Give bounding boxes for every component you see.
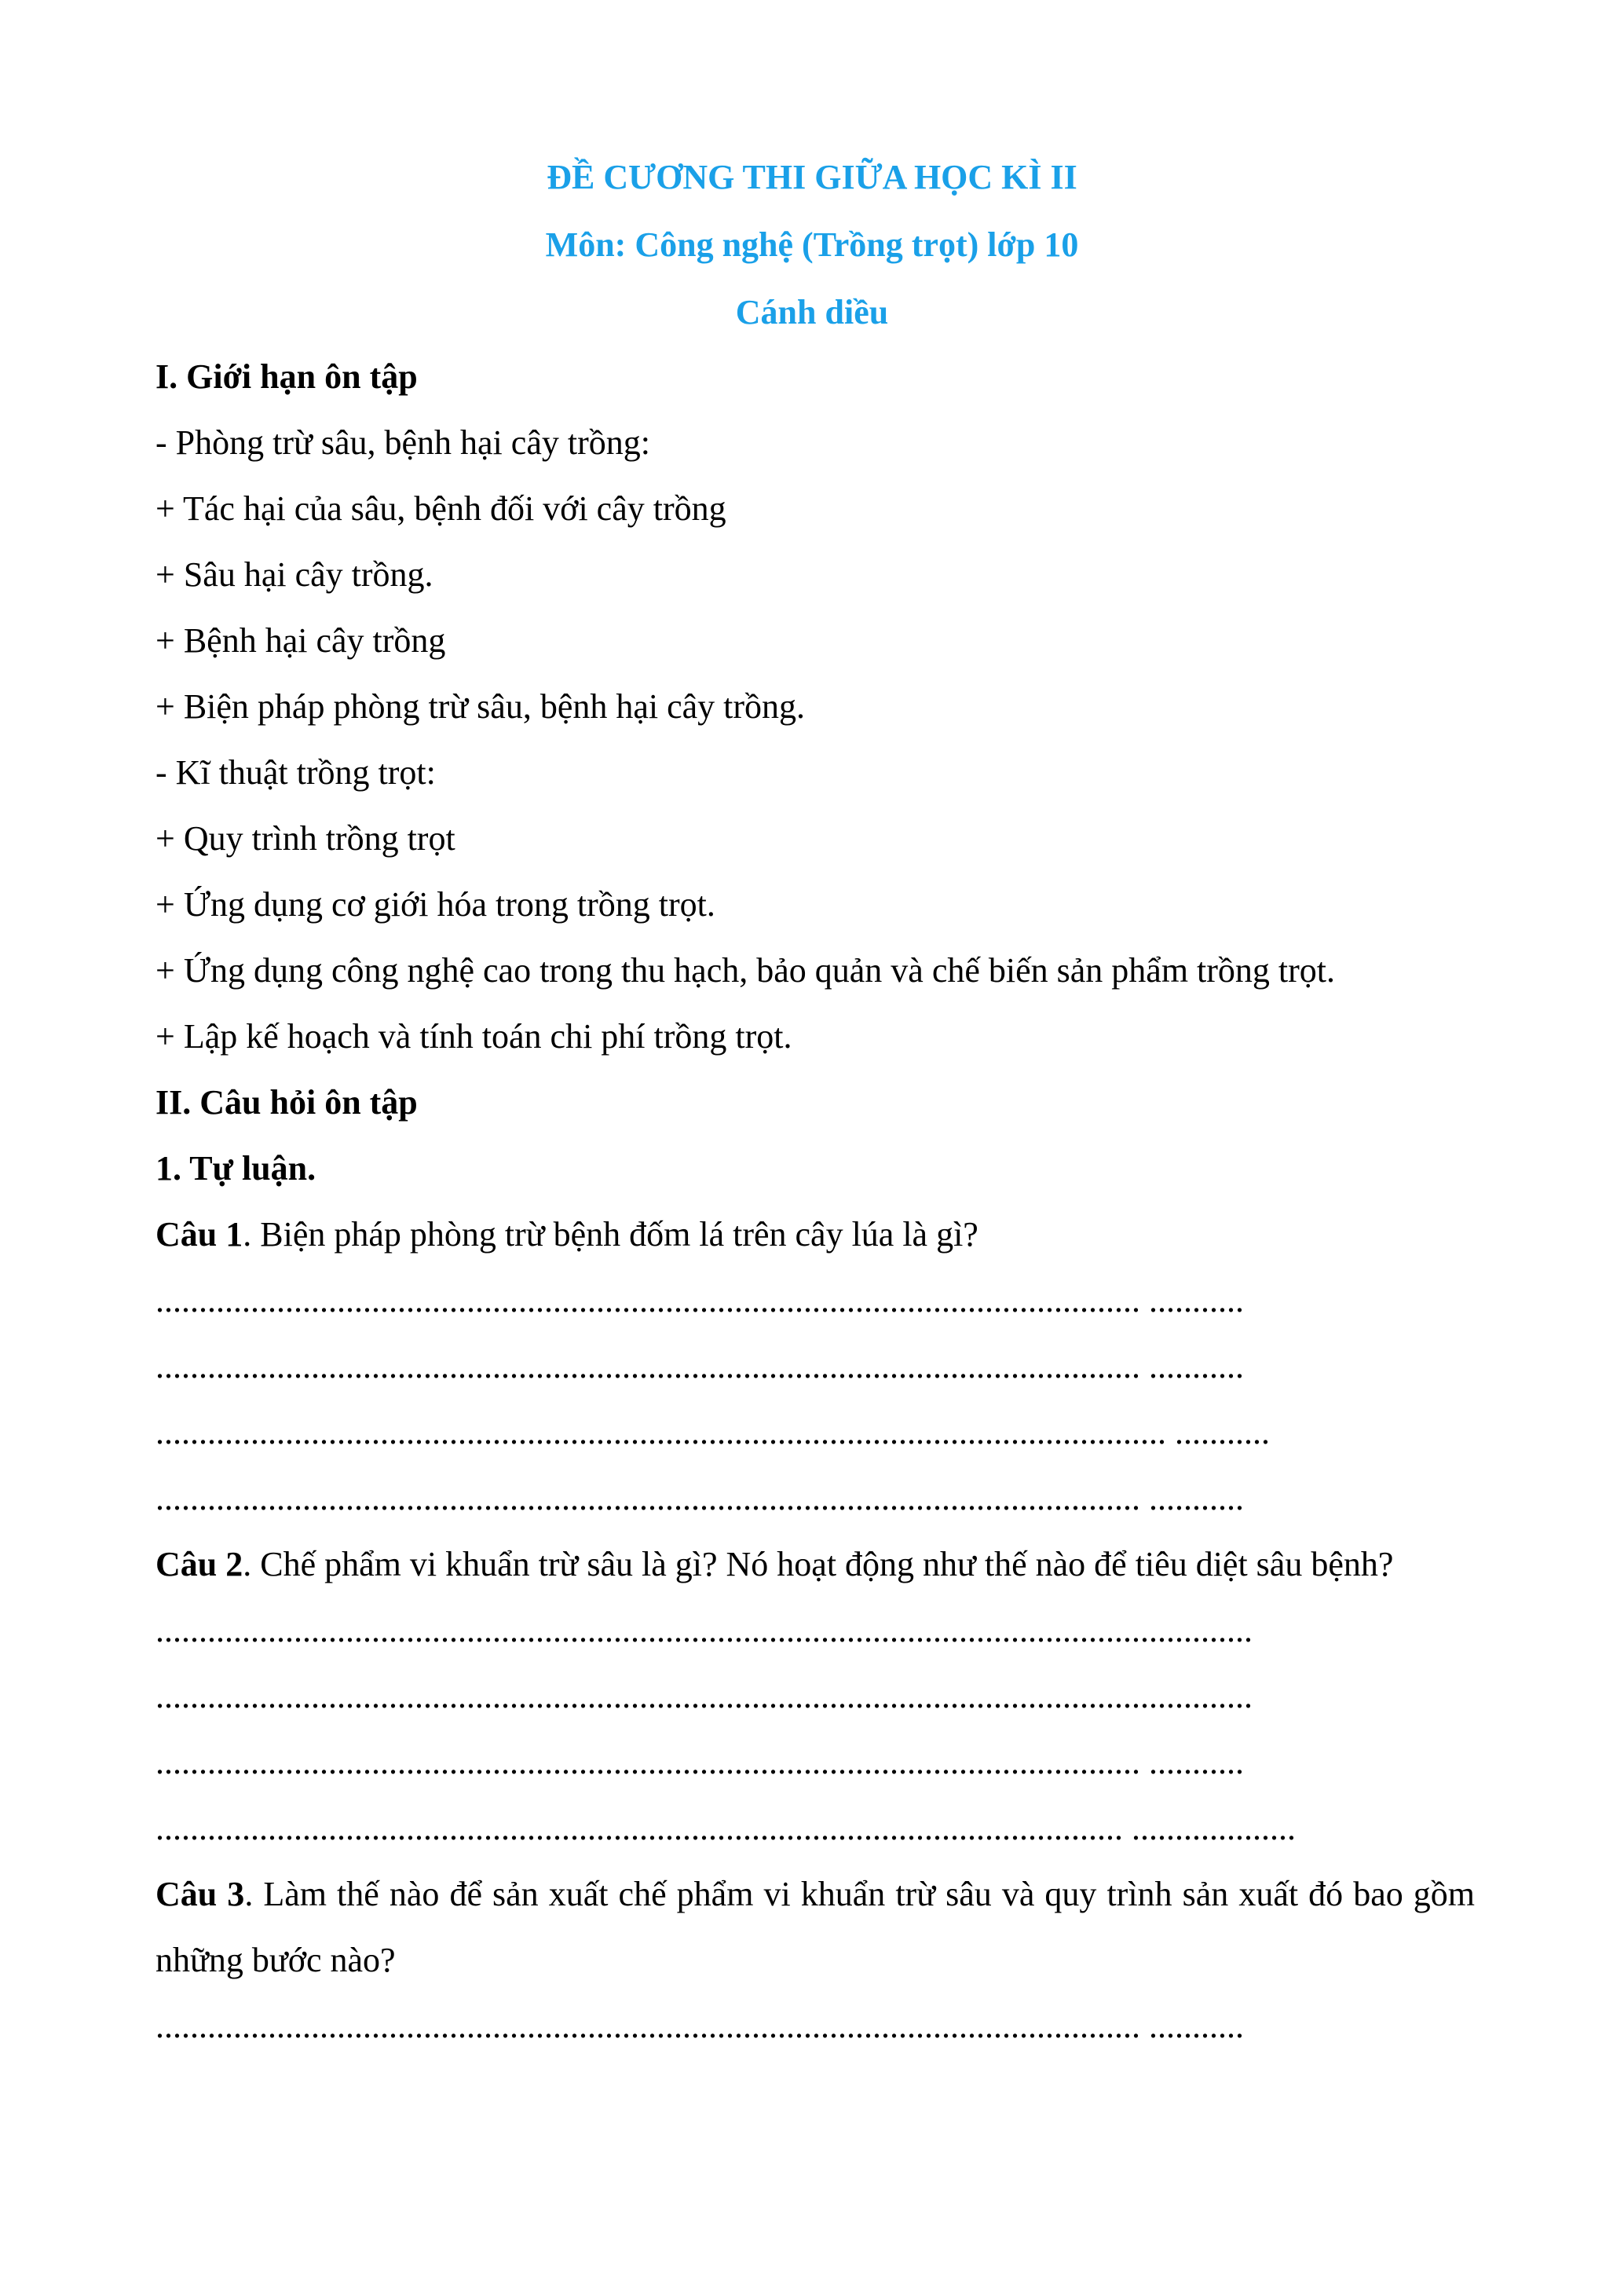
answer-line: .................................................................................................................. ........... [155,1281,1244,1320]
answer-line: ............................................................................................................................... [155,1611,1253,1649]
question-text: . Biện pháp phòng trừ bệnh đốm lá trên cây lúa là gì? [243,1215,978,1254]
section-heading-review-questions: II. Câu hỏi ôn tập [155,1083,418,1122]
document-series: Cánh diều [735,293,889,331]
scope-item: + Lập kế hoạch và tính toán chi phí trồng trọt. [155,1017,792,1056]
answer-line: .................................................................................................................. ........... [155,1347,1244,1385]
question-3 [155,1861,1475,1993]
question-2 [155,1532,1475,1598]
question-1 [155,1202,1475,1268]
section-heading-review-scope: I. Giới hạn ôn tập [155,357,418,396]
question-label: Câu 2 [155,1545,243,1583]
scope-item: + Quy trình trồng trọt [155,819,455,858]
document-title: ĐỀ CƯƠNG THI GIỮA HỌC KÌ II [547,158,1077,196]
scope-item: + Ứng dụng công nghệ cao trong thu hạch, bảo quản và chế biến sản phẩm trồng trọt. [155,951,1336,990]
answer-line: .................................................................................................................. ........... [155,2007,1244,2045]
document-body [155,344,1475,2059]
question-text: . Làm thế nào để sản xuất chế phẩm vi khuẩn trừ sâu và quy trình sản xuất đó bao gồm những bước nào? [155,1875,1475,1979]
answer-line: .................................................................................................................. ........... [155,1479,1244,1517]
scope-item: + Sâu hại cây trồng. [155,555,433,594]
answer-line: ................................................................................................................ ................... [155,1809,1296,1847]
answer-line: .................................................................................................................. ........... [155,1743,1244,1781]
answer-line: ............................................................................................................................... [155,1677,1253,1715]
scope-item: + Biện pháp phòng trừ sâu, bệnh hại cây trồng. [155,687,806,726]
scope-item: + Ứng dụng cơ giới hóa trong trồng trọt. [155,885,715,924]
scope-item: + Tác hại của sâu, bệnh đối với cây trồng [155,489,726,528]
document-subject: Môn: Công nghệ (Trồng trọt) lớp 10 [545,225,1079,264]
scope-item: - Phòng trừ sâu, bệnh hại cây trồng: [155,423,650,462]
question-label: Câu 3 [155,1875,245,1913]
scope-item: + Bệnh hại cây trồng [155,621,446,660]
answer-line: ..................................................................................................................... ........... [155,1413,1270,1451]
scope-item: - Kĩ thuật trồng trọt: [155,753,436,792]
subsection-heading-essay: 1. Tự luận. [155,1149,316,1188]
question-text: . Chế phẩm vi khuẩn trừ sâu là gì? Nó hoạt động như thế nào để tiêu diệt sâu bệnh? [243,1545,1394,1583]
question-label: Câu 1 [155,1215,243,1254]
